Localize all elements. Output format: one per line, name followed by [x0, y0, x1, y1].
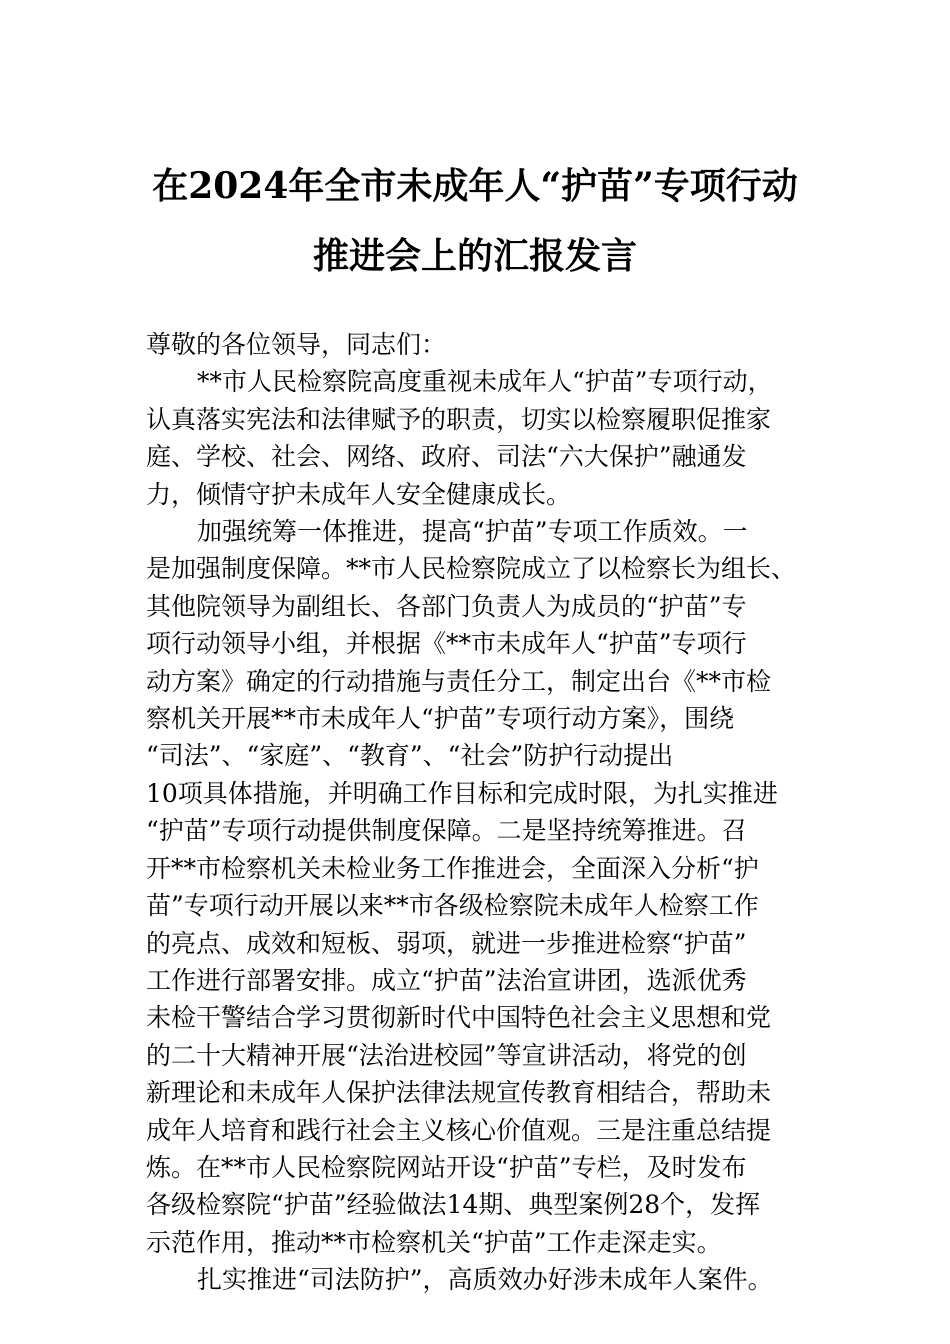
paragraph-line: 10项具体措施，并明确工作目标和完成时限，为扎实推进	[146, 778, 778, 808]
document-title-line-1: 在2024年全市未成年人“护苗”专项行动	[152, 165, 798, 207]
paragraph-line: 力，倾情守护未成年人安全健康成长。	[146, 479, 572, 509]
paragraph-line: 的亮点、成效和短板、弱项，就进一步推进检察“护苗”	[146, 928, 747, 958]
document-body	[146, 326, 826, 1299]
paragraph-line: 各级检察院“护苗”经验做法14期、典型案例28个，发挥	[146, 1190, 761, 1220]
paragraph-line: 的二十大精神开展“法治进校园”等宣讲活动，将党的创	[146, 1040, 747, 1070]
paragraph-line: 炼。在**市人民检察院网站开设“护苗”专栏，及时发布	[146, 1152, 747, 1182]
paragraph-line: 察机关开展**市未成年人“护苗”专项行动方案》，围绕	[146, 704, 735, 734]
paragraph-1	[146, 363, 826, 513]
paragraph-line: **市人民检察院高度重视未成年人“护苗”专项行动，	[197, 367, 773, 397]
paragraph-line: 项行动领导小组，并根据《**市未成年人“护苗”专项行	[146, 629, 747, 659]
paragraph-line: 扎实推进“司法防护”，高质效办好涉未成年人案件。	[197, 1265, 773, 1295]
paragraph-line: 工作进行部署安排。成立“护苗”法治宣讲团，选派优秀	[146, 965, 747, 995]
paragraph-line: 认真落实宪法和法律赋予的职责，切实以检察履职促推家	[146, 404, 772, 434]
paragraph-line: 成年人培育和践行社会主义核心价值观。三是注重总结提	[146, 1115, 772, 1145]
document-title-line-2: 推进会上的汇报发言	[312, 235, 637, 277]
salutation: 尊敬的各位领导，同志们：	[146, 330, 447, 359]
paragraph-line: “司法”、“家庭”、“教育”、“社会”防护行动提出	[146, 741, 674, 771]
paragraph-line: “护苗”专项行动提供制度保障。二是坚持统筹推进。召	[146, 816, 747, 846]
paragraph-line: 未检干警结合学习贯彻新时代中国特色社会主义思想和党	[146, 1003, 772, 1033]
paragraph-line: 新理论和未成年人保护法律法规宣传教育相结合，帮助未	[146, 1078, 772, 1108]
paragraph-line: 庭、学校、社会、网络、政府、司法“六大保护”融通发	[146, 442, 747, 472]
paragraph-line: 加强统筹一体推进，提高“护苗”专项工作质效。一	[197, 517, 748, 547]
paragraph-line: 其他院领导为副组长、各部门负责人为成员的“护苗”专	[146, 591, 747, 621]
paragraph-line: 是加强制度保障。**市人民检察院成立了以检察长为组长、	[146, 554, 797, 584]
paragraph-2	[146, 513, 826, 1261]
paragraph-3	[146, 1261, 826, 1298]
paragraph-line: 动方案》确定的行动措施与责任分工，制定出台《**市检	[146, 666, 772, 696]
paragraph-line: 示范作用，推动**市检察机关“护苗”工作走深走实。	[146, 1227, 722, 1257]
paragraph-line: 苗”专项行动开展以来**市各级检察院未成年人检察工作	[146, 891, 759, 921]
paragraph-line: 开**市检察机关未检业务工作推进会，全面深入分析“护	[146, 853, 759, 883]
